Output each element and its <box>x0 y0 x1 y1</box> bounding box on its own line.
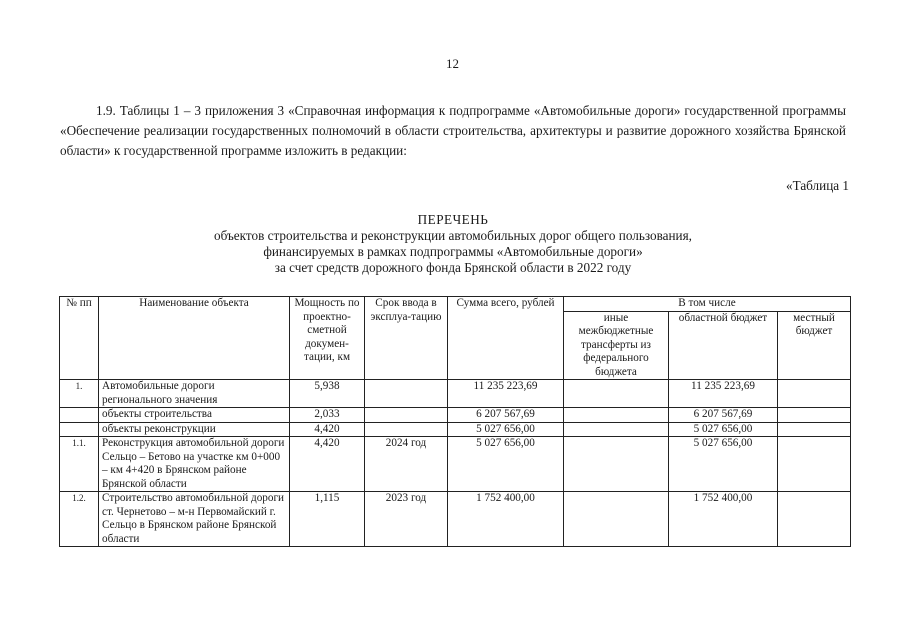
row-name: Строительство автомобильной дороги ст. Чернетово – м-н Первомайский г. Сельцо в Брянском районе Брянской области <box>99 492 290 547</box>
row-capacity: 4,420 <box>290 422 365 437</box>
row-sum: 1 752 400,00 <box>448 492 564 547</box>
row-other <box>564 408 669 423</box>
row-other <box>564 492 669 547</box>
row-term: 2023 год <box>365 492 448 547</box>
row-sum: 6 207 567,69 <box>448 408 564 423</box>
table-row <box>60 492 851 547</box>
subtitle-line-2: финансируемых в рамках подпрограммы «Автомобильные дороги» <box>263 244 643 259</box>
header-regional: областной бюджет <box>669 311 778 380</box>
row-regional: 5 027 656,00 <box>669 437 778 492</box>
intro-paragraph: 1.9. Таблицы 1 – 3 приложения 3 «Справочная информация к подпрограмме «Автомобильные дороги» государственной программы «Обеспечение реализации государственных полномочий в области строительства, архитектуры и развитие дорожного хозяйства Брянской области» к государственной программе изложить в редакции: <box>60 103 846 158</box>
row-num: 1. <box>60 380 99 408</box>
row-capacity: 1,115 <box>290 492 365 547</box>
objects-table <box>59 296 851 547</box>
header-sum: Сумма всего, рублей <box>448 297 564 380</box>
table-row <box>60 408 851 423</box>
header-local: местный бюджет <box>778 311 851 380</box>
row-term <box>365 380 448 408</box>
title-block <box>60 212 846 276</box>
table-row <box>60 422 851 437</box>
row-other <box>564 422 669 437</box>
row-local <box>778 408 851 423</box>
row-term <box>365 408 448 423</box>
row-other <box>564 437 669 492</box>
row-sum: 5 027 656,00 <box>448 422 564 437</box>
row-capacity: 4,420 <box>290 437 365 492</box>
row-regional: 6 207 567,69 <box>669 408 778 423</box>
table-row <box>60 380 851 408</box>
header-capacity: Мощность по проектно-сметной докумен-тации, км <box>290 297 365 380</box>
row-other <box>564 380 669 408</box>
page-number: 12 <box>446 56 459 71</box>
table-reference: «Таблица 1 <box>786 178 849 193</box>
subtitle-line-3: за счет средств дорожного фонда Брянской области в 2022 году <box>274 260 632 275</box>
header-row-1 <box>60 297 851 312</box>
row-sum: 11 235 223,69 <box>448 380 564 408</box>
row-term <box>365 422 448 437</box>
row-name: объекты реконструкции <box>99 422 290 437</box>
row-name: Автомобильные дороги регионального значения <box>99 380 290 408</box>
document-title: ПЕРЕЧЕНЬ <box>417 212 489 227</box>
row-name: Реконструкция автомобильной дороги Сельцо – Бетово на участке км 0+000 – км 4+420 в Брянском районе Брянской области <box>99 437 290 492</box>
row-num <box>60 422 99 437</box>
row-capacity: 2,033 <box>290 408 365 423</box>
row-name: объекты строительства <box>99 408 290 423</box>
row-regional: 5 027 656,00 <box>669 422 778 437</box>
row-term: 2024 год <box>365 437 448 492</box>
table-row <box>60 437 851 492</box>
row-capacity: 5,938 <box>290 380 365 408</box>
header-name: Наименование объекта <box>99 297 290 380</box>
row-regional: 1 752 400,00 <box>669 492 778 547</box>
row-local <box>778 437 851 492</box>
row-num: 1.1. <box>60 437 99 492</box>
row-sum: 5 027 656,00 <box>448 437 564 492</box>
row-local <box>778 492 851 547</box>
row-regional: 11 235 223,69 <box>669 380 778 408</box>
row-local <box>778 422 851 437</box>
header-other: иные межбюджетные трансферты из федерального бюджета <box>564 311 669 380</box>
header-group: В том числе <box>564 297 851 312</box>
row-local <box>778 380 851 408</box>
header-term: Срок ввода в эксплуа-тацию <box>365 297 448 380</box>
header-num: № пп <box>60 297 99 380</box>
row-num: 1.2. <box>60 492 99 547</box>
subtitle-line-1: объектов строительства и реконструкции автомобильных дорог общего пользования, <box>214 228 692 243</box>
row-num <box>60 408 99 423</box>
